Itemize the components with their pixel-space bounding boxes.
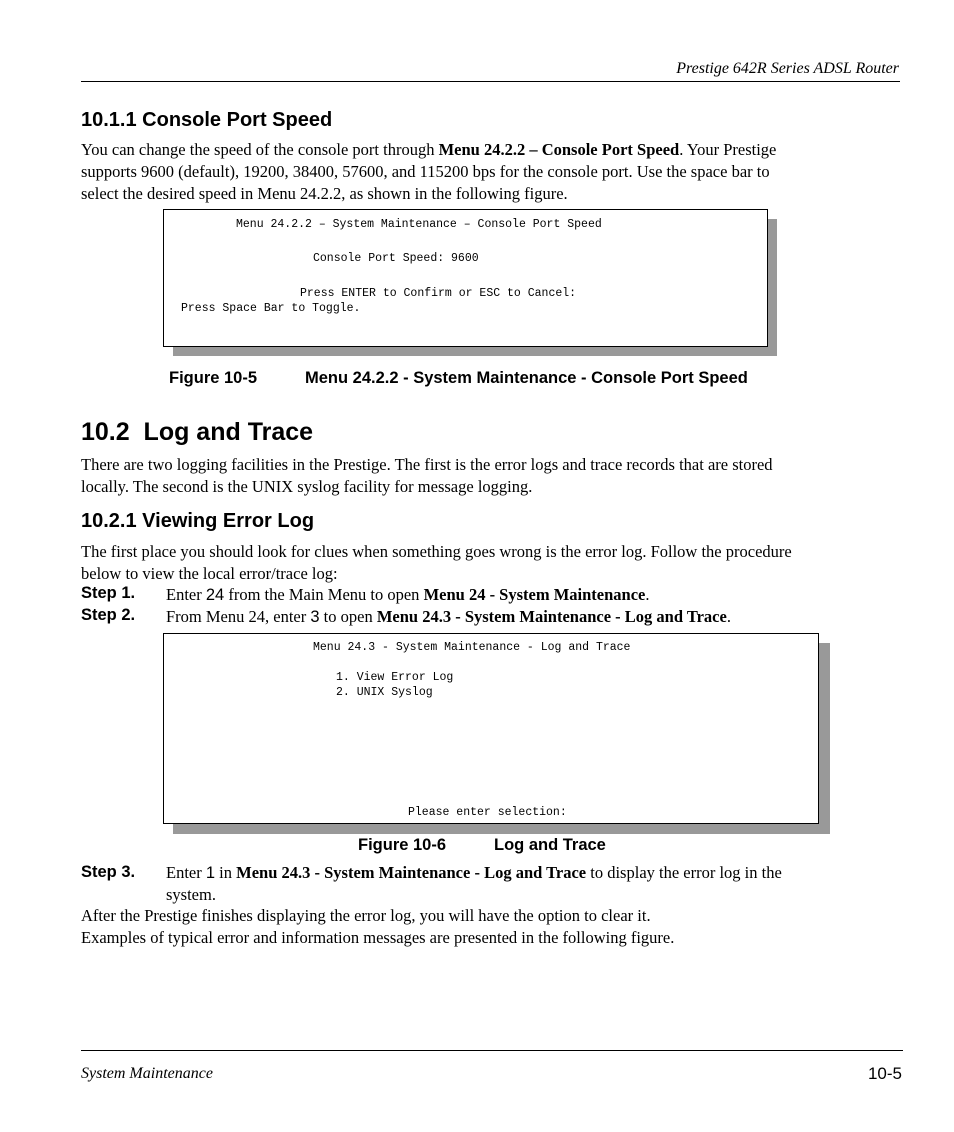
step-text: to open <box>319 607 377 626</box>
step-2-label: Step 2. <box>81 606 136 624</box>
step-text: in <box>215 863 237 882</box>
footer-chapter-title: System Maintenance <box>81 1065 213 1082</box>
menu-reference: Menu 24 - System Maintenance <box>423 585 646 604</box>
para-text: select the desired speed in Menu 24.2.2, as shown in the following figure. <box>81 184 568 203</box>
menu-reference: Menu 24.2.2 – Console Port Speed <box>438 140 680 159</box>
para-text: supports 9600 (default), 19200, 38400, 57600, and 115200 bps for the console port. Use the space bar to <box>81 162 770 181</box>
figure-10-6-caption-text: Log and Trace <box>494 836 606 854</box>
terminal-screen <box>163 209 768 347</box>
step-text: Enter <box>166 863 206 882</box>
step-1-text <box>166 584 650 606</box>
para-text: You can change the speed of the console port through <box>81 140 439 159</box>
console-port-speed-paragraph <box>81 139 901 205</box>
figure-10-5-terminal <box>163 209 778 356</box>
terminal-line: 1. View Error Log <box>336 671 454 684</box>
terminal-line: Press Space Bar to Toggle. <box>181 302 361 315</box>
step-number: 3 <box>310 608 320 626</box>
subsection-heading-viewing-error-log: 10.2.1 Viewing Error Log <box>81 510 315 532</box>
log-and-trace-paragraph <box>81 454 901 498</box>
para-text: Examples of typical error and information messages are presented in the following figure. <box>81 928 675 947</box>
step-text: . <box>645 585 650 604</box>
step-text: . <box>726 607 731 626</box>
step-text: Enter <box>166 585 206 604</box>
figure-10-5-caption-label: Figure 10-5 <box>169 369 258 387</box>
para-text: There are two logging facilities in the Prestige. The first is the error logs and trace records that are stored <box>81 455 773 474</box>
para-text: The first place you should look for clues when something goes wrong is the error log. Follow the procedure <box>81 542 792 561</box>
terminal-screen <box>163 633 819 824</box>
step-2-text <box>166 606 731 628</box>
terminal-line: Console Port Speed: 9600 <box>313 252 479 265</box>
step-number: 24 <box>205 586 225 604</box>
menu-reference: Menu 24.3 - System Maintenance - Log and Trace <box>376 607 727 626</box>
para-text: . Your Prestige <box>679 140 777 159</box>
header-rule <box>81 81 900 82</box>
terminal-line: Press ENTER to Confirm or ESC to Cancel: <box>300 287 577 300</box>
para-text: locally. The second is the UNIX syslog facility for message logging. <box>81 477 533 496</box>
para-text: below to view the local error/trace log: <box>81 564 338 583</box>
subsection-heading-console-port-speed: 10.1.1 Console Port Speed <box>81 109 333 131</box>
step-3-text <box>166 862 886 906</box>
step-text: system. <box>166 885 216 904</box>
step-1-label: Step 1. <box>81 584 136 602</box>
footer-rule <box>81 1050 903 1051</box>
step-number: 1 <box>205 864 216 882</box>
running-header-title: Prestige 642R Series ADSL Router <box>676 60 899 77</box>
terminal-line: 2. UNIX Syslog <box>336 686 433 699</box>
figure-10-5-caption-text: Menu 24.2.2 - System Maintenance - Console Port Speed <box>305 369 748 387</box>
step-text: from the Main Menu to open <box>224 585 424 604</box>
step-text: to display the error log in the <box>586 863 782 882</box>
figure-10-6-caption-label: Figure 10-6 <box>358 836 447 854</box>
terminal-line: Menu 24.3 - System Maintenance - Log and Trace <box>313 641 631 654</box>
footer-page-number: 10-5 <box>867 1064 902 1083</box>
terminal-line: Menu 24.2.2 – System Maintenance – Console Port Speed <box>236 218 602 231</box>
step-text: From Menu 24, enter <box>166 607 311 626</box>
figure-10-6-terminal <box>163 633 830 834</box>
para-text: After the Prestige finishes displaying the error log, you will have the option to clear it. <box>81 906 651 925</box>
menu-reference: Menu 24.3 - System Maintenance - Log and Trace <box>236 863 587 882</box>
section-heading-log-and-trace: 10.2 Log and Trace <box>81 418 314 446</box>
step-3-label: Step 3. <box>81 863 136 881</box>
closing-paragraph <box>81 905 901 949</box>
viewing-error-log-paragraph <box>81 541 901 585</box>
terminal-line: Please enter selection: <box>408 806 567 819</box>
